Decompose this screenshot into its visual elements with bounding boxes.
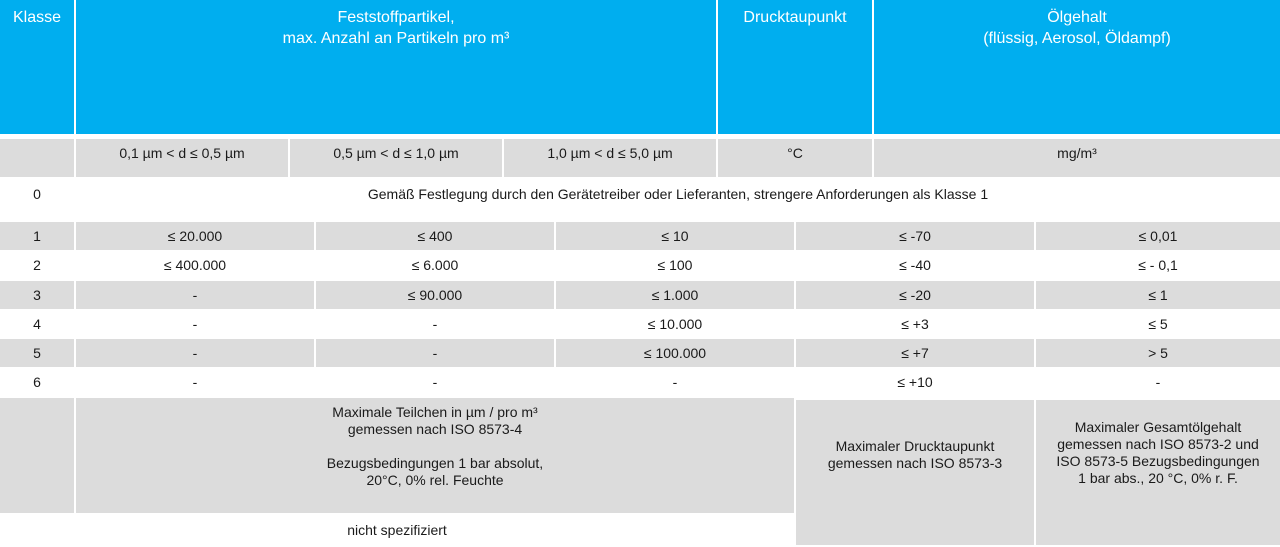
- header-klasse-label: Klasse: [12, 9, 62, 26]
- row-particles-0-5-1-0: ≤ 6.000: [411, 257, 459, 273]
- row-particles-0-1-0-5: -: [192, 316, 198, 332]
- row-particles-1-0-5-0: ≤ 10.000: [647, 316, 703, 332]
- class0-klasse: 0: [33, 186, 41, 202]
- footer-drucktaupunkt-note: [796, 400, 1034, 545]
- footer-oel-line1: Maximaler Gesamtölgehalt: [1074, 419, 1242, 435]
- unit-particle-size-2: 0,5 µm < d ≤ 1,0 µm: [290, 139, 502, 177]
- row-klasse: 4: [33, 316, 41, 332]
- unit-klasse-empty: [0, 139, 74, 177]
- row-klasse: 6: [33, 374, 41, 390]
- footer-partikel-line2: gemessen nach ISO 8573-4: [347, 421, 523, 437]
- footer-partikel-line3: Bezugsbedingungen 1 bar absolut,: [326, 455, 544, 471]
- row-particles-1-0-5-0: -: [672, 374, 678, 390]
- header-feststoff-line1: Feststoffpartikel,: [337, 9, 455, 26]
- header-drucktaupunkt-label: Drucktaupunkt: [743, 9, 847, 26]
- row-particles-0-5-1-0: -: [316, 339, 554, 367]
- row-drucktaupunkt: ≤ +7: [796, 339, 1034, 367]
- row-particles-0-5-1-0: ≤ 400: [316, 222, 554, 250]
- row-particles-0-5-1-0: ≤ 90.000: [316, 281, 554, 309]
- unit-celsius: °C: [718, 139, 872, 177]
- header-klasse: [0, 0, 74, 134]
- footer-partikel-note: [76, 398, 794, 513]
- footer-nicht-spezifiziert: nicht spezifiziert: [347, 522, 447, 538]
- row-particles-0-1-0-5: -: [76, 339, 314, 367]
- unit-particle-size-3: 1,0 µm < d ≤ 5,0 µm: [504, 139, 716, 177]
- row-oelgehalt: > 5: [1036, 339, 1280, 367]
- row-particles-0-1-0-5: -: [192, 374, 198, 390]
- row-klasse: 2: [33, 257, 41, 273]
- row-oelgehalt: -: [1155, 374, 1161, 390]
- footer-partikel-line4: 20°C, 0% rel. Feuchte: [366, 472, 504, 488]
- row-oelgehalt: ≤ 0,01: [1036, 222, 1280, 250]
- row-particles-1-0-5-0: ≤ 1.000: [556, 281, 794, 309]
- row-klasse: 1: [0, 222, 74, 250]
- class0-description: Gemäß Festlegung durch den Gerätetreiber oder Lieferanten, strengere Anforderungen als Klasse 1: [367, 186, 989, 202]
- footer-klasse-empty: [0, 398, 74, 513]
- header-feststoff-line2: max. Anzahl an Partikeln pro m³: [282, 30, 510, 47]
- row-oelgehalt: ≤ - 0,1: [1138, 257, 1178, 273]
- footer-partikel-line1: Maximale Teilchen in µm / pro m³: [332, 404, 538, 420]
- footer-druck-line2: gemessen nach ISO 8573-3: [827, 455, 1003, 471]
- row-klasse: 5: [0, 339, 74, 367]
- row-particles-1-0-5-0: ≤ 100: [657, 257, 693, 273]
- header-oel-line1: Ölgehalt: [1047, 9, 1107, 26]
- row-klasse: 3: [0, 281, 74, 309]
- row-oelgehalt: ≤ 1: [1036, 281, 1280, 309]
- row-particles-0-5-1-0: -: [432, 316, 438, 332]
- row-drucktaupunkt: ≤ -20: [796, 281, 1034, 309]
- header-oel-line2: (flüssig, Aerosol, Öldampf): [983, 30, 1171, 47]
- header-drucktaupunkt: [718, 0, 872, 134]
- row-drucktaupunkt: ≤ -70: [796, 222, 1034, 250]
- footer-oel-line2: gemessen nach ISO 8573-2 und: [1057, 436, 1259, 452]
- footer-oel-line3: ISO 8573-5 Bezugsbedingungen: [1056, 453, 1260, 469]
- row-oelgehalt: ≤ 5: [1148, 316, 1168, 332]
- row-particles-0-1-0-5: ≤ 400.000: [163, 257, 227, 273]
- row-particles-0-1-0-5: ≤ 20.000: [76, 222, 314, 250]
- unit-mg-per-m3: mg/m³: [874, 139, 1280, 177]
- row-drucktaupunkt: ≤ -40: [899, 257, 931, 273]
- row-particles-1-0-5-0: ≤ 100.000: [556, 339, 794, 367]
- header-oelgehalt: [874, 0, 1280, 134]
- footer-oel-line4: 1 bar abs., 20 °C, 0% r. F.: [1078, 470, 1238, 486]
- row-particles-0-5-1-0: -: [432, 374, 438, 390]
- footer-druck-line1: Maximaler Drucktaupunkt: [835, 438, 995, 454]
- row-particles-1-0-5-0: ≤ 10: [556, 222, 794, 250]
- row-particles-0-1-0-5: -: [76, 281, 314, 309]
- row-drucktaupunkt: ≤ +3: [901, 316, 929, 332]
- header-feststoffpartikel: [76, 0, 716, 134]
- footer-oelgehalt-note: [1036, 400, 1280, 545]
- row-drucktaupunkt: ≤ +10: [897, 374, 933, 390]
- unit-particle-size-1: 0,1 µm < d ≤ 0,5 µm: [76, 139, 288, 177]
